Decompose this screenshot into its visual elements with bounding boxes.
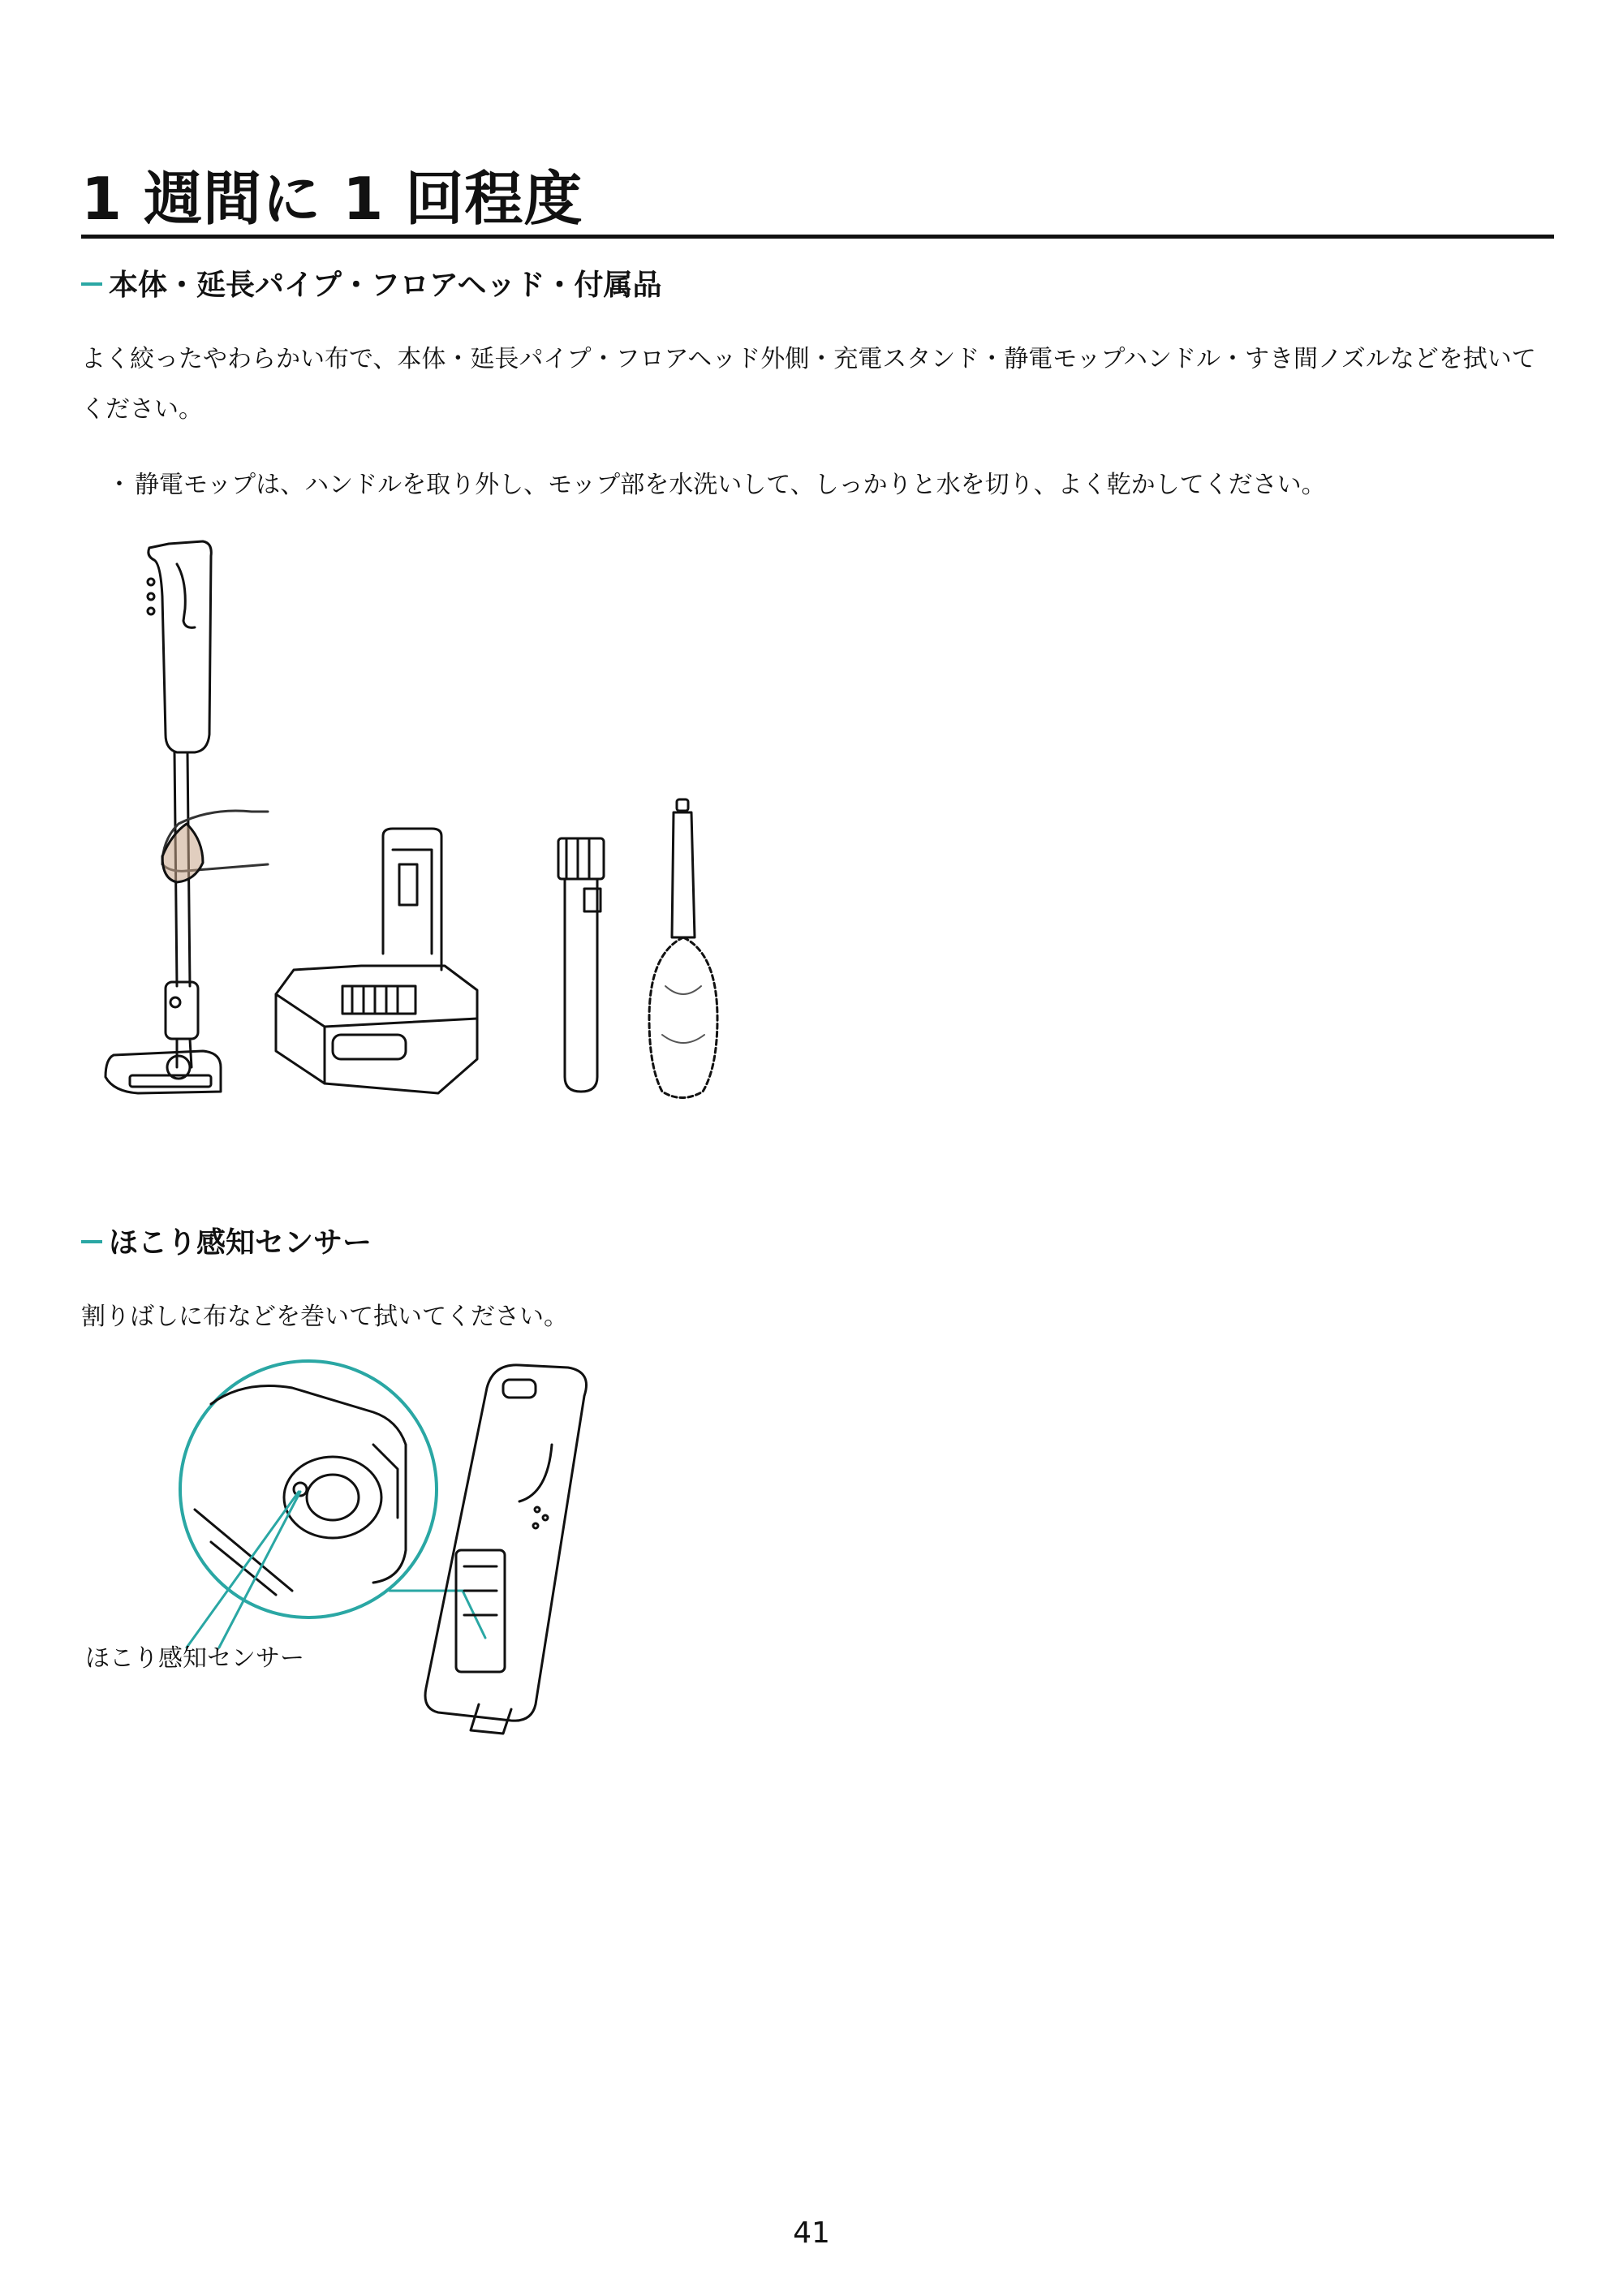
section-heading-dust-sensor bbox=[81, 1226, 372, 1261]
cleaning-parts-illustration bbox=[81, 532, 747, 1116]
page-number: 41 bbox=[793, 2216, 830, 2250]
bullet-text: 静電モップは、ハンドルを取り外し、モップ部を水洗いして、しっかりと水を切り、よく乾かしてください。 bbox=[135, 471, 1326, 499]
charging-stand-icon bbox=[276, 829, 477, 1093]
heading-dash-icon bbox=[81, 282, 102, 286]
section-body-text: よく絞ったやわらかい布で、本体・延長パイプ・フロアヘッド外側・充電スタンド・静電モップハンドル・すき間ノズルなどを拭いてください。 bbox=[81, 345, 1536, 424]
bullet-mark: ・ bbox=[107, 471, 131, 499]
section-heading-body-accessories bbox=[81, 268, 661, 304]
section-body-text: 割りばしに布などを巻いて拭いてください。 bbox=[81, 1303, 568, 1331]
dust-sensor-icon bbox=[425, 1365, 587, 1734]
title-rule bbox=[81, 235, 1554, 239]
section-heading-text: ほこり感知センサー bbox=[109, 1226, 372, 1260]
crevice-nozzle-icon bbox=[558, 838, 604, 1092]
dust-sensor-illustration bbox=[81, 1347, 698, 1737]
section-heading-text: 本体・延長パイプ・フロアヘッド・付属品 bbox=[109, 269, 662, 302]
bullet-item bbox=[107, 469, 1326, 502]
dust-sensor-label: ほこり感知センサー bbox=[85, 1644, 304, 1673]
page-title: 1 週間に 1 回程度 bbox=[81, 165, 583, 233]
callout-line bbox=[219, 1492, 300, 1648]
heading-dash-icon bbox=[81, 1240, 102, 1243]
stick-vacuum-icon bbox=[105, 541, 268, 1093]
static-mop-icon bbox=[649, 799, 717, 1098]
callout-line bbox=[187, 1492, 299, 1648]
